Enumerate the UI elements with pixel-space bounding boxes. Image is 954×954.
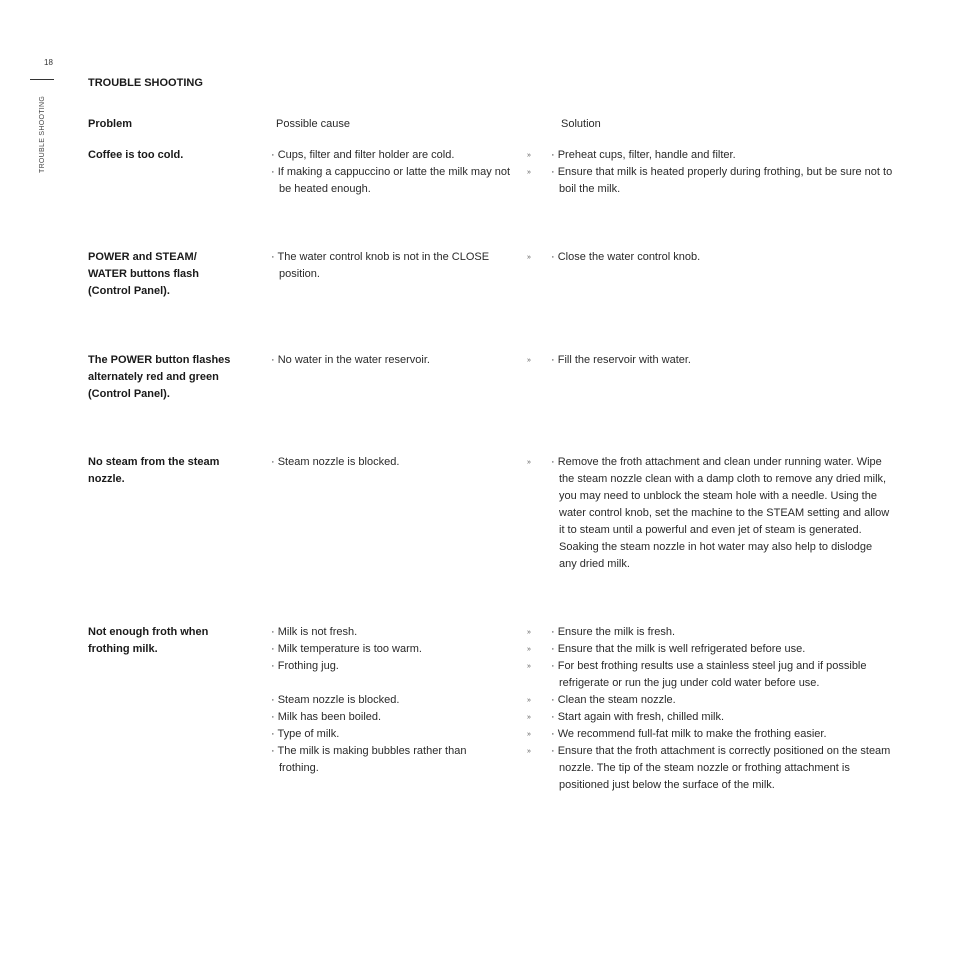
arrow-icon: » bbox=[527, 646, 531, 653]
page-number: 18 bbox=[44, 58, 53, 67]
solution-list bbox=[551, 147, 896, 198]
solution-item: · Fill the reservoir with water. bbox=[551, 354, 691, 366]
arrow-column bbox=[527, 624, 539, 794]
solution-item: · Preheat cups, filter, handle and filter. bbox=[551, 149, 736, 161]
arrow-icon: » bbox=[527, 714, 531, 721]
arrow-icon: » bbox=[527, 731, 531, 738]
solution-list bbox=[551, 249, 896, 266]
side-section-label: TROUBLE SHOOTING bbox=[39, 95, 46, 173]
cause-item: · Milk temperature is too warm. bbox=[271, 643, 422, 655]
solution-item: · Clean the steam nozzle. bbox=[551, 694, 676, 706]
column-header-solution: Solution bbox=[561, 118, 601, 130]
margin-rule bbox=[30, 79, 54, 80]
arrow-icon: » bbox=[527, 254, 531, 261]
solution-item: · Ensure the milk is fresh. bbox=[551, 626, 676, 638]
problem-text: No steam from the steam nozzle. bbox=[88, 456, 220, 485]
arrow-column bbox=[527, 249, 539, 266]
section-title: TROUBLE SHOOTING bbox=[88, 77, 203, 89]
cause-list bbox=[271, 454, 516, 471]
solution-item: · Ensure that the milk is well refrigerated before use. bbox=[551, 643, 806, 655]
cause-item: · Type of milk. bbox=[271, 728, 340, 740]
problem-text: Not enough froth when frothing milk. bbox=[88, 626, 209, 655]
solution-list bbox=[551, 352, 896, 369]
column-header-possible-cause: Possible cause bbox=[276, 118, 350, 130]
arrow-column bbox=[527, 352, 539, 369]
arrow-icon: » bbox=[527, 663, 531, 670]
cause-list bbox=[271, 352, 516, 369]
cause-item: · Cups, filter and filter holder are cold. bbox=[271, 149, 455, 161]
cause-spacer bbox=[271, 675, 501, 692]
arrow-icon: » bbox=[527, 357, 531, 364]
arrow-icon: » bbox=[527, 459, 531, 466]
cause-item: · Milk has been boiled. bbox=[271, 711, 382, 723]
solution-item: · Ensure that milk is heated properly during frothing, but be sure not to boil the milk. bbox=[551, 166, 893, 195]
solution-item: · We recommend full-fat milk to make the frothing easier. bbox=[551, 728, 827, 740]
cause-list bbox=[271, 249, 516, 283]
cause-item: · Milk is not fresh. bbox=[271, 626, 358, 638]
problem-text: The POWER button flashes alternately red and green (Control Panel). bbox=[88, 354, 231, 400]
solution-item: · Ensure that the froth attachment is correctly positioned on the steam nozzle. The tip of the steam nozzle or frothing attachment is positioned just below the surface of the milk. bbox=[551, 745, 891, 791]
arrow-icon: » bbox=[527, 748, 531, 755]
arrow-icon: » bbox=[527, 629, 531, 636]
solution-item: · For best frothing results use a stainless steel jug and if possible refrigerate or run the jug under cold water before use. bbox=[551, 660, 867, 689]
arrow-icon: » bbox=[527, 169, 531, 176]
cause-item: · If making a cappuccino or latte the milk may not be heated enough. bbox=[271, 166, 511, 195]
cause-item: · No water in the water reservoir. bbox=[271, 354, 430, 366]
cause-item: · Steam nozzle is blocked. bbox=[271, 456, 400, 468]
cause-item: · Frothing jug. bbox=[271, 660, 339, 672]
cause-list bbox=[271, 624, 501, 777]
arrow-column bbox=[527, 454, 539, 471]
solution-list bbox=[551, 624, 896, 794]
solution-item: · Remove the froth attachment and clean under running water. Wipe the steam nozzle clean with a damp cloth to remove any dried milk, you may need to unblock the steam hole with a needle. Using the water control knob, set the machine to the STEAM setting and allow it to steam until a powerful and even jet of steam is generated. Soaking the steam nozzle in hot water may also help to dislodge any dried milk. bbox=[551, 456, 890, 570]
cause-item: · The water control knob is not in the CLOSE position. bbox=[271, 251, 490, 280]
solution-item: · Start again with fresh, chilled milk. bbox=[551, 711, 725, 723]
arrow-column bbox=[527, 147, 539, 181]
solution-list bbox=[551, 454, 891, 573]
column-header-problem: Problem bbox=[88, 118, 133, 130]
cause-item: · Steam nozzle is blocked. bbox=[271, 694, 400, 706]
arrow-icon: » bbox=[527, 697, 531, 704]
cause-item: · The milk is making bubbles rather than frothing. bbox=[271, 745, 467, 774]
problem-text: POWER and STEAM/ WATER buttons flash (Control Panel). bbox=[88, 251, 200, 297]
solution-item: · Close the water control knob. bbox=[551, 251, 701, 263]
arrow-icon: » bbox=[527, 152, 531, 159]
problem-text: Coffee is too cold. bbox=[88, 149, 184, 161]
cause-list bbox=[271, 147, 516, 198]
